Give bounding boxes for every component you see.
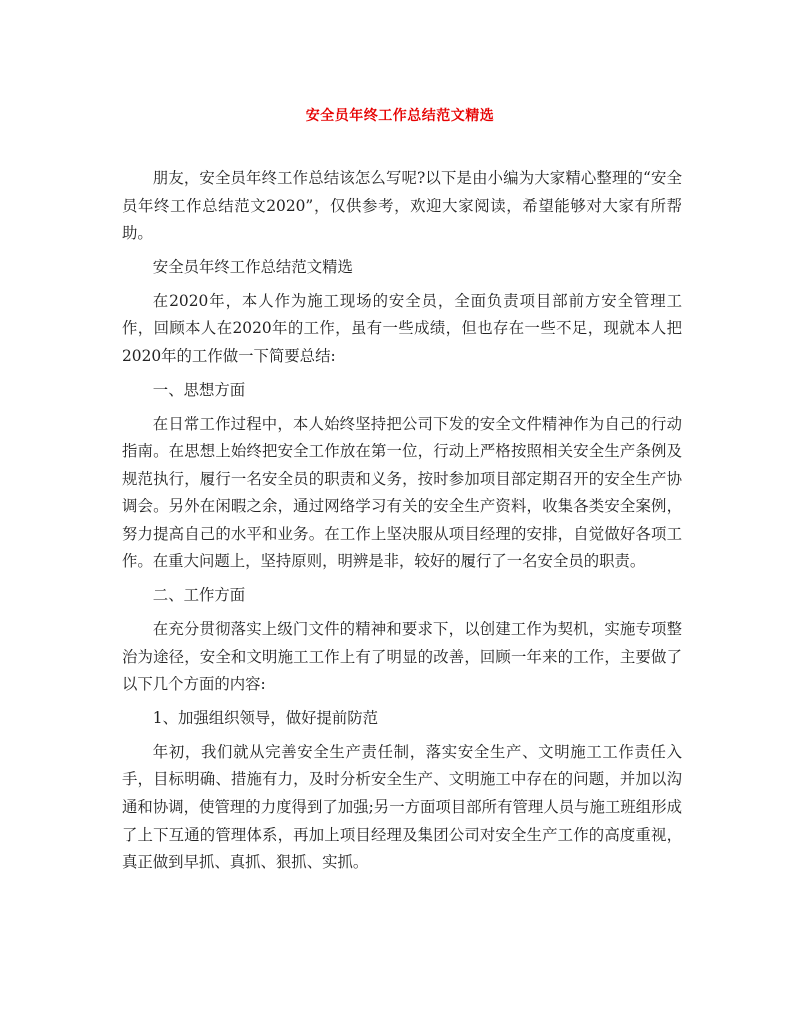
section-heading-thought: 一、思想方面 bbox=[152, 380, 246, 399]
paragraph-subsection-1: 年初，我们就从完善安全生产责任制，落实安全生产、文明施工工作责任入手，目标明确、措施有力，及时分析安全生产、文明施工中存在的问题，并加以沟通和协调，使管理的力度得到了加强;另一方面项目部所有管理人员与施工班组形成了上下互通的管理体系，再加上项目经理及集团公司对安全生产工作的高度重视，真正做到早抓、真抓、狠抓、实抓。 bbox=[122, 742, 682, 872]
paragraph-intro: 朋友，安全员年终工作总结该怎么写呢?以下是由小编为大家精心整理的“安全员年终工作总结范文2020”，仅供参考，欢迎大家阅读，希望能够对大家有所帮助。 bbox=[122, 169, 682, 243]
paragraph-thought: 在日常工作过程中，本人始终坚持把公司下发的安全文件精神作为自己的行动指南。在思想上始终把安全工作放在第一位，行动上严格按照相关安全生产条例及规范执行，履行一名安全员的职责和义务，按时参加项目部定期召开的安全生产协调会。另外在闲暇之余，通过网络学习有关的安全生产资料，收集各类安全案例，努力提高自己的水平和业务。在工作上坚决服从项目经理的安排，自觉做好各项工作。在重大问题上，坚持原则，明辨是非，较好的履行了一名安全员的职责。 bbox=[122, 414, 682, 571]
paragraph-work: 在充分贯彻落实上级门文件的精神和要求下，以创建工作为契机，实施专项整治为途径，安全和文明施工工作上有了明显的改善，回顾一年来的工作，主要做了以下几个方面的内容: bbox=[122, 620, 682, 694]
paragraph-subtitle: 安全员年终工作总结范文精选 bbox=[152, 257, 353, 276]
document-body bbox=[122, 165, 682, 883]
document-title: 安全员年终工作总结范文精选 bbox=[305, 108, 495, 124]
subsection-heading-1: 1、加强组织领导，做好提前防范 bbox=[152, 709, 379, 727]
section-heading-work: 二、工作方面 bbox=[152, 586, 246, 605]
paragraph-overview: 在2020年，本人作为施工现场的安全员，全面负责项目部前方安全管理工作，回顾本人在2020年的工作，虽有一些成绩，但也存在一些不足，现就本人把2020年的工作做一下简要总结: bbox=[122, 291, 682, 365]
